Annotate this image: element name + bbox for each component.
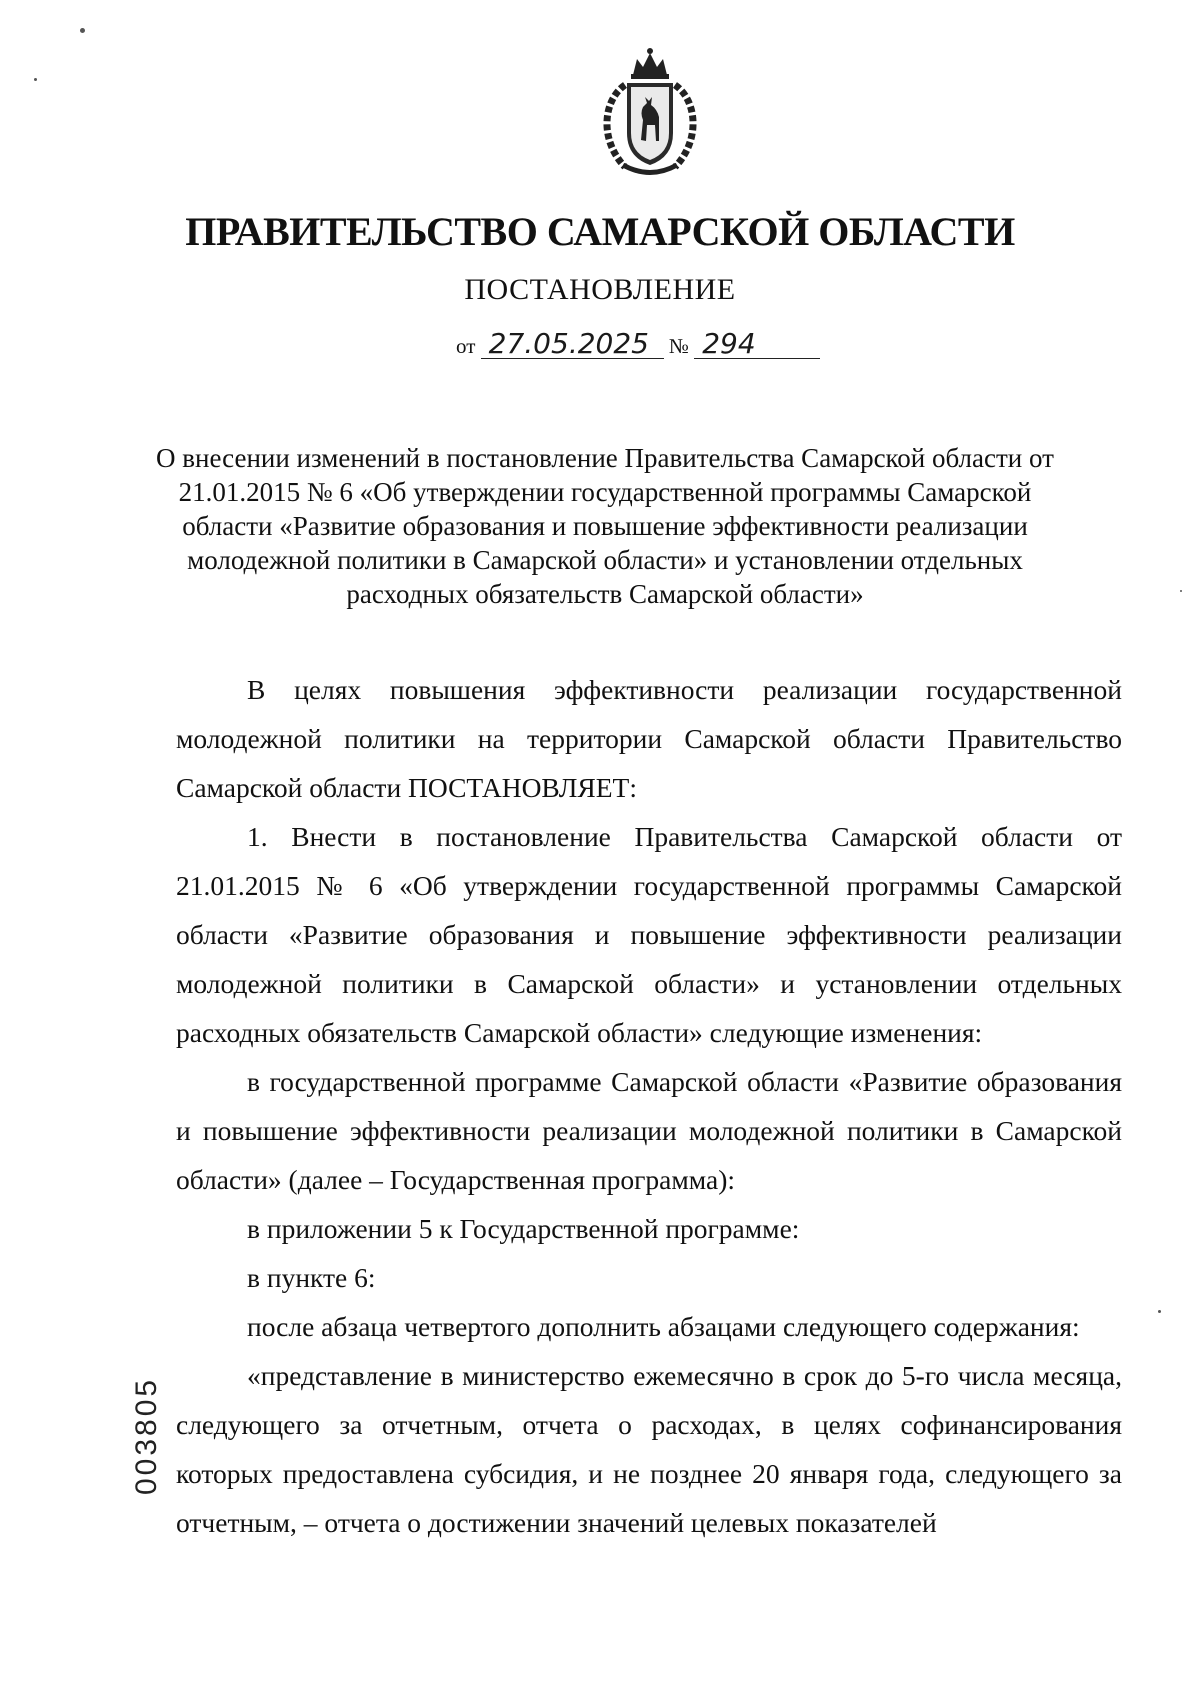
number-field: 294 — [694, 330, 820, 359]
organization-title: ПРАВИТЕЛЬСТВО САМАРСКОЙ ОБЛАСТИ — [185, 209, 1015, 254]
body-paragraph: в государственной программе Самарской области «Развитие образования и повышение эффективности реализации молодежной политики в Самарской области» (далее – Государственная программа): — [176, 1066, 1122, 1195]
body-paragraph: в приложении 5 к Государственной программе: — [247, 1213, 800, 1244]
scan-speck — [1158, 1310, 1161, 1313]
date-field: 27.05.2025 — [481, 330, 664, 359]
body-paragraph: после абзаца четвертого дополнить абзацами следующего содержания: — [247, 1311, 1080, 1342]
body-paragraph: «представление в министерство ежемесячно в срок до 5-го числа месяца, следующего за отчетным, отчета о расходах, в целях софинансирования которых предоставлена субсидия, и не позднее 20 января года, следующего за отчетным, – отчета о достижении значений целевых показателей — [176, 1360, 1122, 1538]
document-body — [176, 665, 1122, 1547]
number-prefix: № — [668, 334, 689, 358]
side-registration-stamp: 003805 — [130, 1376, 163, 1495]
body-paragraph: в пункте 6: — [247, 1262, 376, 1293]
samara-coat-of-arms-icon — [585, 45, 715, 180]
document-type: ПОСТАНОВЛЕНИЕ — [464, 273, 736, 306]
scan-speck — [1180, 590, 1182, 592]
scan-speck — [34, 78, 37, 81]
body-paragraph: В целях повышения эффективности реализации государственной молодежной политики на территории Самарской области Правительство Самарской области ПОСТАНОВЛЯЕТ: — [176, 674, 1122, 803]
document-subject-title: О внесении изменений в постановление Правительства Самарской области от 21.01.2015 № 6 «Об утверждении государственной программы Самарской области «Развитие образования и повышение эффективности реализации молодежной политики в Самарской области» и установлении отдельных расходных обязательств Самарской области» — [156, 443, 1054, 609]
scan-speck — [80, 28, 85, 33]
body-paragraph: 1. Внести в постановление Правительства Самарской области от 21.01.2015 № 6 «Об утверждении государственной программы Самарской области «Развитие образования и повышение эффективности реализации молодежной политики в Самарской области» и установлении отдельных расходных обязательств Самарской области» следующие изменения: — [176, 821, 1122, 1048]
date-prefix: от — [456, 334, 476, 358]
date-number-line — [456, 327, 820, 360]
